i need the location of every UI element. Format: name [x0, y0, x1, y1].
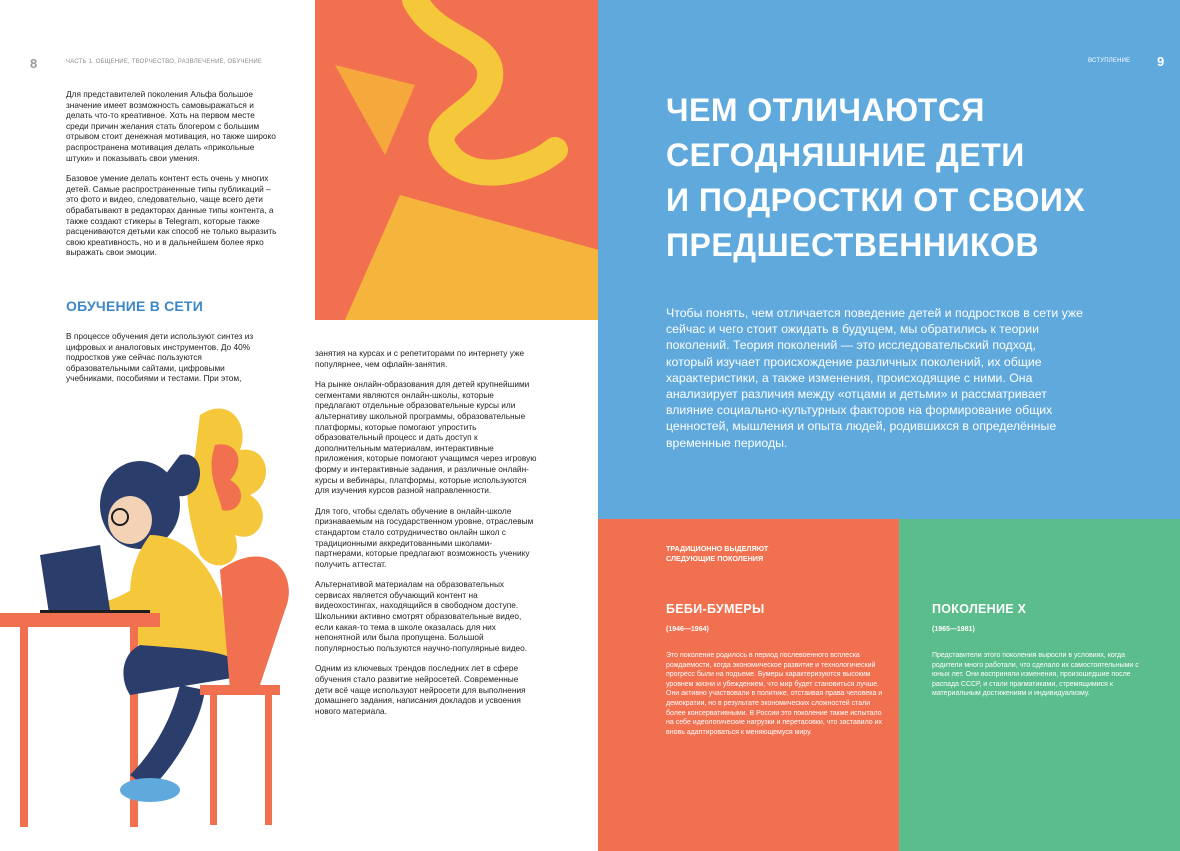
intro-text: Чтобы понять, чем отличается поведение детей и подростков в сети уже сейчас и чего стоит ожидать в будущем, мы обратились к теории поколений. Теория поколений — это исследовательский подход, который изучает происхождение различных поколений, их общие характеристики, а также изменения, происходящие с ними. Она анализирует различия между «отцами и детьми» и рассматривает влияние социально-культурных факторов на формирование общих ценностей, мышления и опыта людей, родившихся в определённые временные периоды.: [666, 306, 1083, 450]
running-header-left: ЧАСТЬ 1. ОБЩЕНИЕ, ТВОРЧЕСТВО, РАЗВЛЕЧЕНИЕ, ОБУЧЕНИЕ: [66, 59, 263, 65]
face: [108, 496, 152, 544]
column-two-text: [315, 348, 537, 726]
page-number-left: 8: [30, 56, 38, 71]
chair-seat: [200, 685, 280, 695]
paragraph: Одним из ключевых трендов последних лет в сфере обучения стало развитие нейросетей. Современные дети всё чаще используют нейросети для выполнения домашнего задания, написания докладов и усвоения нового материала.: [315, 663, 526, 716]
chair-back: [220, 556, 289, 690]
running-header-right: ВСТУПЛЕНИЕ: [1088, 58, 1131, 64]
card-text: Это поколение родилось в период послевоенного всплеска рождаемости, когда экономическое развитие и технологический прогресс были на подъеме. Бумеры характеризуются высоким уровнем жизни и убеждением, что мир будет становиться лучше. Они активно участвовали в политике, отстаивая права человека и демократии, но в результате экономических сложностей стали более консервативными. В России это поколение также испытало на себе идеологические нагрузки и перетасовки, что заставило их вновь адаптироваться к меняющемуся миру.: [666, 652, 883, 736]
laptop-screen: [40, 545, 110, 620]
paragraph: Для того, чтобы сделать обучение в онлайн-школе признаваемым на государственном уровне, отраслевым стандартом стало сотрудничество онлайн школ с традиционными аккредитованными школами-партнерами, которые предлагают возможность ученику получить аттестат.: [315, 505, 534, 569]
chair-leg: [210, 695, 217, 825]
title-line: ЧЕМ ОТЛИЧАЮТСЯ: [666, 92, 985, 128]
paragraph: занятия на курсах и с репетиторами по интернету уже популярнее, чем офлайн-занятия.: [315, 348, 525, 369]
page-title: [666, 88, 1146, 268]
paragraph: Альтернативой материалам на образовательных сервисах является обучающий контент на видеохостингах, находящийся в свободном доступе. Школьники активно смотрят образовательные видео, если какая-то тема в школе оказалась для них непонятной или была пропущена. Большой популярностью пользуются научно-популярные видео.: [315, 579, 528, 653]
paragraph: Базовое умение делать контент есть очень у многих детей. Самые распространенные типы публикаций – это фото и видео, следовательно, чаще всего дети обрабатывают в редакторах данные типы контента, а также создают стикеры в Telegram, которые также расцениваются детьми как способ не только выразить свою креативность, но и в дальнейшем более ярко выражать свои эмоции.: [66, 173, 277, 258]
card-text: Представители этого поколения выросли в условиях, когда родители много работали, что сделало их самостоятельными с юных лет. Они восприняли изменения, произошедшие после распада СССР, и стали прагматиками, стремящимися к материальным достижениям и индивидуализму.: [932, 652, 1139, 698]
table-leg: [20, 627, 28, 827]
card-years: (1965—1981): [932, 626, 975, 633]
card-title: БЕБИ-БУМЕРЫ: [666, 602, 765, 616]
title-line: ПРЕДШЕСТВЕННИКОВ: [666, 227, 1040, 263]
paragraph: Для представителей поколения Альфа большое значение имеет возможность самовыражаться и делать что-то креативное. Хоть на первом месте среди причин желания стать блогером с большим отрывом стоит денежная мотивация, но также широко распространена мотивация делать «прикольные штуки» и показывать свои умения.: [66, 89, 276, 163]
card-years: (1946—1964): [666, 626, 709, 633]
shoe: [120, 778, 180, 802]
section-heading: ОБУЧЕНИЕ В СЕТИ: [66, 298, 203, 314]
section-paragraph: В процессе обучения дети используют синтез из цифровых и аналоговых инструментов. До 40% подростков уже сейчас пользуются образовательными сайтами, цифровыми учебниками, пособиями и тестами. При этом,: [66, 331, 254, 384]
paragraph: На рынке онлайн-образования для детей крупнейшими сегментами являются онлайн-школы, которые предлагают отдельные образовательные курсы или альтернативу школьной программы, образовательные платформы, которые помогают упростить образовательный процесс и дать доступ к дополнительным материалам, интерактивные приложения, которые помогают учащимся через игровую форму и интерактивные задания, и различные онлайн-курсы и вебинары, платформы, которые используются для изучения курсов разной направленности.: [315, 379, 537, 496]
girl-with-laptop-illustration: [0, 395, 320, 851]
chair-leg: [265, 695, 272, 825]
title-line: СЕГОДНЯШНИЕ ДЕТИ: [666, 137, 1025, 173]
card-title: ПОКОЛЕНИЕ X: [932, 602, 1027, 616]
page-number-right: 9: [1157, 54, 1165, 69]
leg: [130, 685, 205, 790]
left-intro-text: [66, 89, 279, 268]
abstract-shapes-illustration: [315, 0, 599, 320]
title-line: И ПОДРОСТКИ ОТ СВОИХ: [666, 182, 1086, 218]
generations-kicker: ТРАДИЦИОННО ВЫДЕЛЯЮТ СЛЕДУЮЩИЕ ПОКОЛЕНИЯ: [666, 544, 769, 563]
table-top: [0, 613, 160, 627]
